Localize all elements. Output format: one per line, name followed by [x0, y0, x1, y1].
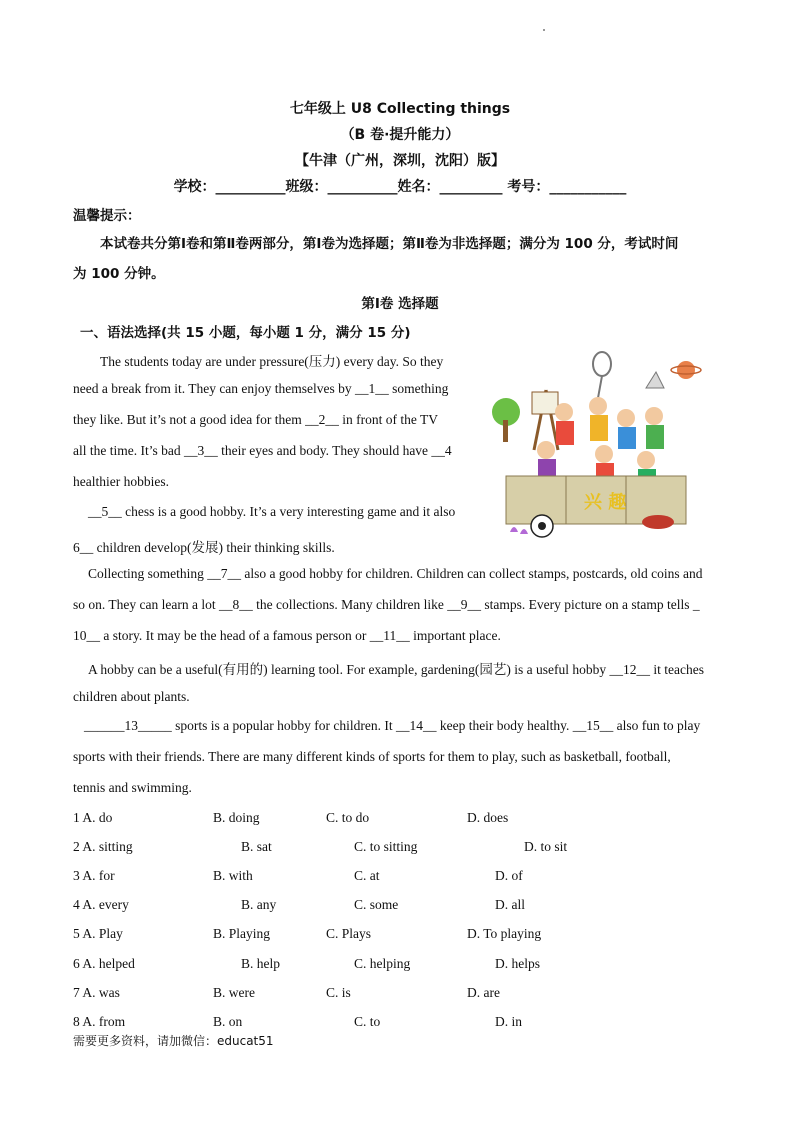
- part-title: 第Ⅰ卷 选择题: [361, 296, 439, 312]
- option-c[interactable]: C. to sitting: [354, 839, 418, 854]
- passage-line: 6__ children develop(发展) their thinking skills.: [73, 540, 335, 555]
- passage-line: Collecting something __7__ also a good hobby for children. Children can collect stamps, postcards, old coins and: [88, 566, 703, 581]
- question-number: 3: [73, 868, 80, 883]
- option-d[interactable]: D. of: [495, 868, 523, 883]
- page-subtitle: （B 卷·提升能力）: [340, 127, 460, 143]
- question-number: 1: [73, 810, 80, 825]
- passage-line: The students today are under pressure(压力) every day. So they: [100, 354, 444, 369]
- option-d[interactable]: D. to sit: [524, 839, 568, 854]
- option-b[interactable]: B. any: [241, 897, 277, 912]
- option-c[interactable]: C. is: [326, 985, 351, 1000]
- option-b[interactable]: B. help: [241, 956, 280, 971]
- option-a[interactable]: A. sitting: [82, 839, 133, 854]
- question-number: 5: [73, 926, 80, 941]
- passage-line: need a break from it. They can enjoy themselves by __1__ something: [73, 381, 449, 396]
- passage-line: __5__ chess is a good hobby. It’s a very interesting game and it also: [88, 504, 456, 519]
- passage-line: healthier hobbies.: [73, 474, 169, 489]
- question-number: 6: [73, 956, 80, 971]
- illustration-sign-text: 兴 趣: [584, 492, 627, 513]
- question-number: 4: [73, 897, 80, 912]
- option-a[interactable]: A. was: [82, 985, 120, 1000]
- question-number-and-option-a: [73, 956, 135, 972]
- option-d[interactable]: D. To playing: [467, 926, 542, 941]
- question-number-and-option-a: [73, 810, 112, 826]
- option-b[interactable]: B. Playing: [213, 926, 271, 941]
- passage-line: ______13_____ sports is a popular hobby for children. It __14__ keep their body healthy. __15__ also fun to play: [84, 718, 701, 733]
- passage-line: sports with their friends. There are many different kinds of sports for them to play, such as basketball, football,: [73, 749, 671, 764]
- option-a[interactable]: A. helped: [82, 956, 135, 971]
- edition-label: 【牛津（广州，深圳，沈阳）版】: [295, 153, 505, 169]
- option-c[interactable]: C. to do: [326, 810, 370, 825]
- notice-label: 温馨提示：: [73, 208, 141, 224]
- question-number: 8: [73, 1014, 80, 1029]
- option-b[interactable]: B. on: [213, 1014, 243, 1029]
- option-a[interactable]: A. do: [82, 810, 113, 825]
- option-c[interactable]: C. at: [354, 868, 380, 883]
- question-number-and-option-a: [73, 839, 133, 855]
- option-c[interactable]: C. some: [354, 897, 399, 912]
- option-a[interactable]: A. every: [82, 897, 129, 912]
- stray-dot: [543, 29, 545, 31]
- section-heading: 一、语法选择(共 15 小题，每小题 1 分，满分 15 分): [80, 325, 411, 341]
- passage-line: they like. But it’s not a good idea for them __2__ in front of the TV: [73, 412, 438, 427]
- passage-line: so on. They can learn a lot __8__ the collections. Many children like __9__ stamps. Every picture on a stamp tells _: [73, 597, 700, 612]
- option-c[interactable]: C. to: [354, 1014, 381, 1029]
- option-c[interactable]: C. Plays: [326, 926, 372, 941]
- footer-note: 需要更多资料，请加微信：educat51: [73, 1034, 274, 1048]
- question-number-and-option-a: [73, 897, 129, 913]
- passage-line: all the time. It’s bad __3__ their eyes and body. They should have __4: [73, 443, 452, 458]
- page-title: 七年级上 U8 Collecting things: [289, 101, 511, 117]
- option-a[interactable]: A. Play: [82, 926, 123, 941]
- option-d[interactable]: D. are: [467, 985, 500, 1000]
- option-c[interactable]: C. helping: [354, 956, 411, 971]
- passage-line: A hobby can be a useful(有用的) learning tool. For example, gardening(园艺) is a useful hobby __12__ it teaches: [88, 662, 704, 677]
- option-a[interactable]: A. for: [82, 868, 115, 883]
- option-d[interactable]: D. does: [467, 810, 509, 825]
- option-b[interactable]: B. with: [213, 868, 253, 883]
- question-number-and-option-a: [73, 926, 123, 942]
- notice-text-line1: 本试卷共分第Ⅰ卷和第Ⅱ卷两部分，第Ⅰ卷为选择题；第Ⅱ卷为非选择题；满分为 100 分，考试时间: [100, 236, 679, 252]
- student-info-line: 学校：__________班级：__________姓名：_________ 考号：___________: [173, 179, 627, 195]
- hobbies-illustration: [486, 350, 706, 545]
- option-b[interactable]: B. sat: [241, 839, 272, 854]
- notice-text-line2: 为 100 分钟。: [73, 266, 165, 282]
- question-number-and-option-a: [73, 985, 120, 1001]
- question-number: 7: [73, 985, 80, 1000]
- passage-line: tennis and swimming.: [73, 780, 192, 795]
- option-d[interactable]: D. all: [495, 897, 525, 912]
- option-b[interactable]: B. were: [213, 985, 255, 1000]
- question-number-and-option-a: [73, 868, 115, 884]
- passage-line: 10__ a story. It may be the head of a famous person or __11__ important place.: [73, 628, 501, 643]
- passage-line: children about plants.: [73, 689, 190, 704]
- option-a[interactable]: A. from: [82, 1014, 126, 1029]
- option-d[interactable]: D. helps: [495, 956, 540, 971]
- question-number-and-option-a: [73, 1014, 125, 1030]
- option-b[interactable]: B. doing: [213, 810, 260, 825]
- question-number: 2: [73, 839, 80, 854]
- option-d[interactable]: D. in: [495, 1014, 522, 1029]
